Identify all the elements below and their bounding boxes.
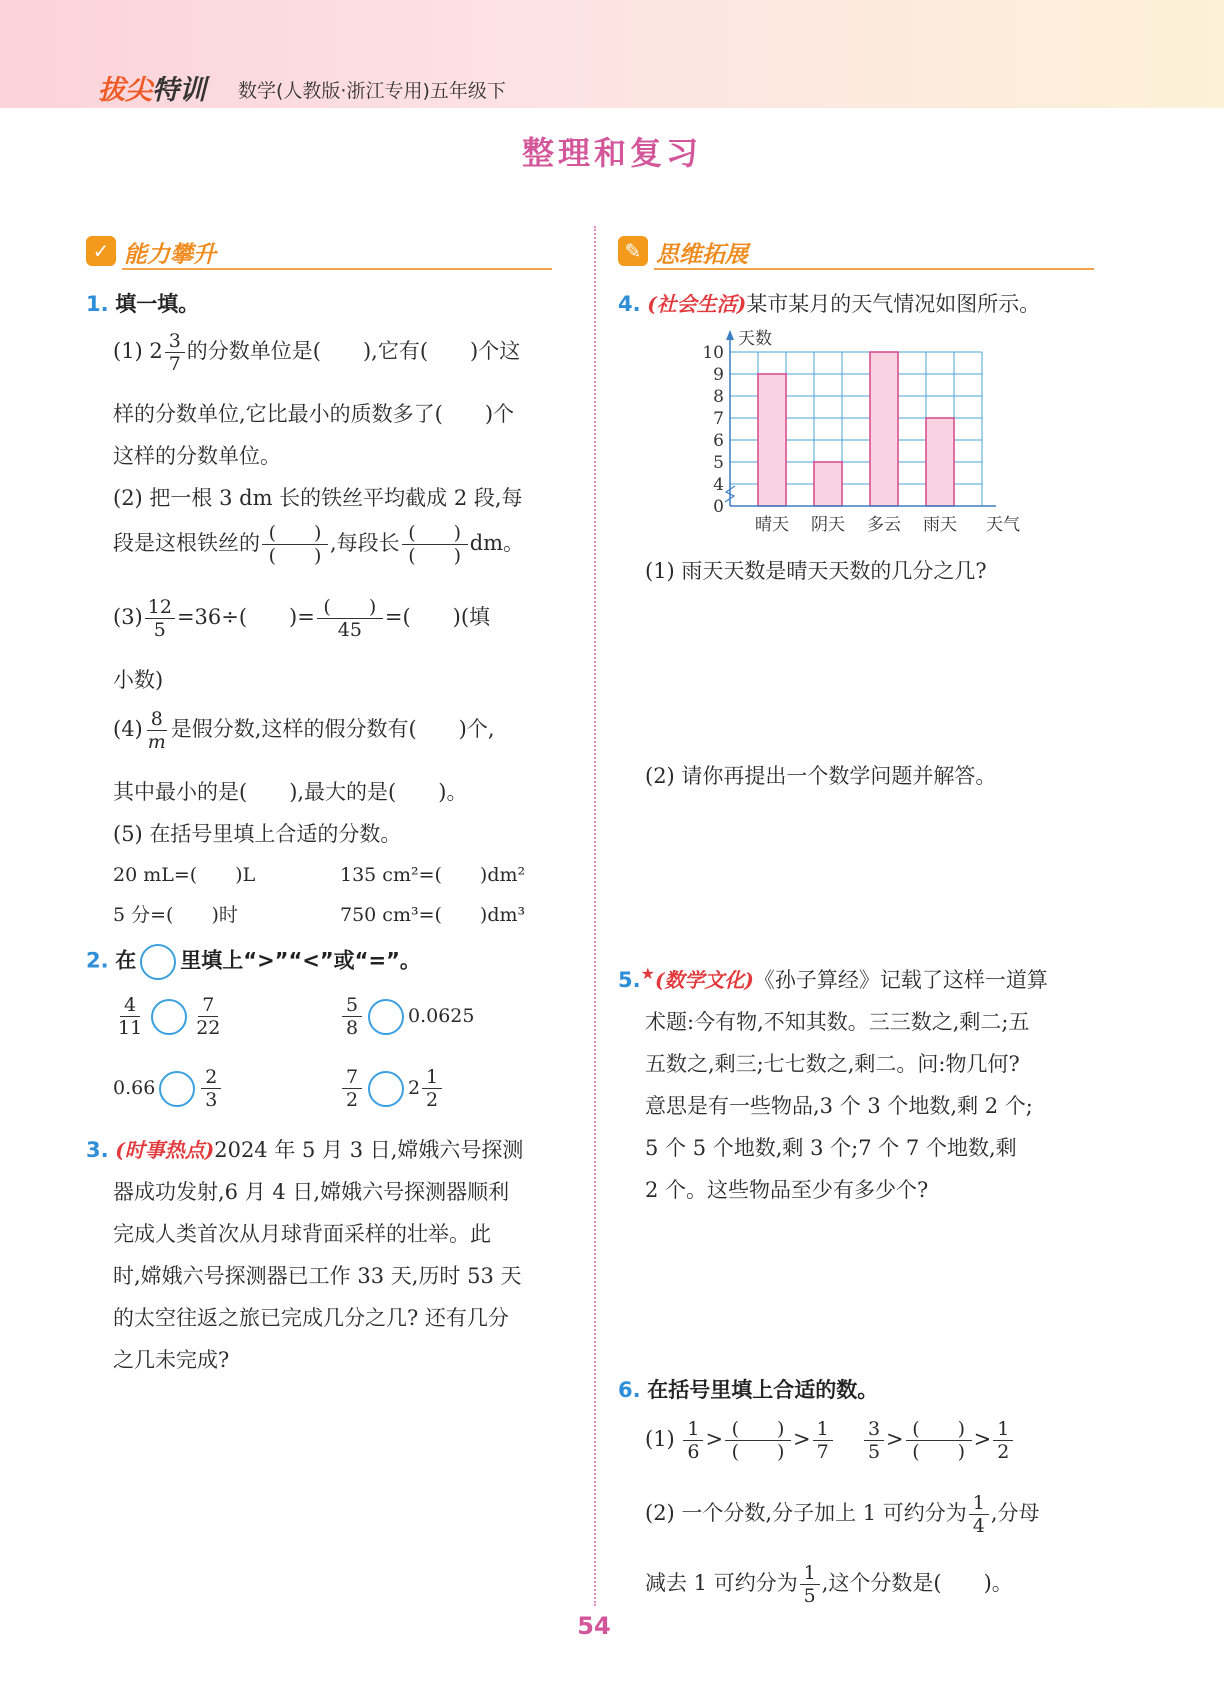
q5-line3: 意思是有一些物品,3 个 3 个地数,剩 2 个; — [645, 1094, 1033, 1118]
answer-circle[interactable] — [159, 1071, 195, 1107]
column-divider — [594, 226, 596, 1606]
section-title: 能力攀升 — [124, 242, 216, 268]
q3-line4: 的太空往返之旅已完成几分之几? 还有几分 — [113, 1306, 509, 1330]
brand-logo — [98, 68, 206, 107]
q2-item-c: 0.66 $\frac{2}{3}$ — [113, 1066, 223, 1111]
question-title: 填一填。 — [115, 292, 200, 316]
blank-fraction[interactable]: $\frac{( )}{( )}$ — [262, 522, 328, 567]
q6-heading — [618, 1374, 878, 1404]
section-header-right — [618, 232, 1102, 272]
y-tick-label: 5 — [713, 453, 724, 473]
weather-bar-chart — [690, 326, 1060, 538]
blank-fraction[interactable]: $\frac{( )}{( )}$ — [906, 1418, 972, 1463]
topic-tag: (社会生活) — [647, 292, 747, 316]
q1-part4-line1: (4) $\frac{8}{m}$ 是假分数,这样的假分数有( )个, — [113, 708, 495, 753]
q3-line0: 3. (时事热点)2024 年 5 月 3 日,嫦娥六号探测 — [86, 1138, 524, 1162]
climb-icon: ✓ — [86, 236, 116, 266]
bar — [814, 462, 842, 506]
q3-line1: 器成功发射,6 月 4 日,嫦娥六号探测器顺利 — [113, 1180, 510, 1204]
q1-part3-line2: 小数) — [113, 668, 164, 692]
q5-line2: 五数之,剩三;七七数之,剩二。问:物几何? — [645, 1052, 1020, 1076]
star-icon: ★ — [640, 964, 655, 983]
q2-item-b: $\frac{5}{8}$ 0.0625 — [340, 994, 474, 1039]
y-tick-label: 0 — [713, 497, 724, 517]
y-tick-label: 7 — [713, 409, 724, 429]
blank-fraction[interactable]: $\frac{( )}{( )}$ — [725, 1418, 791, 1463]
blank-fraction[interactable]: $\frac{( )}{45}$ — [317, 596, 383, 641]
q1-part1-line3: 这样的分数单位。 — [113, 444, 281, 468]
q6-part1: (1) $\frac{1}{6}$ > $\frac{( )}{( )}$ > $\frac{1}{7}$ $\frac{3}{5}$ > $\frac{( )}{( )}$ > $\frac{1}{2}$ — [645, 1418, 1015, 1463]
question-number: 3. — [86, 1138, 109, 1162]
y-tick-label: 4 — [713, 475, 724, 495]
section-underline — [122, 268, 552, 270]
answer-circle[interactable] — [368, 1071, 404, 1107]
section-underline — [654, 268, 1094, 270]
brand-dark: 特训 — [152, 75, 206, 106]
answer-circle[interactable] — [368, 999, 404, 1035]
topic-tag: (数学文化) — [654, 968, 754, 992]
compare-circle — [140, 944, 176, 980]
q6-part2-line1: (2) 一个分数,分子加上 1 可约分为 $\frac{1}{4}$ ,分母 — [645, 1492, 1040, 1537]
q4-heading: 4. (社会生活)某市某月的天气情况如图所示。 — [618, 292, 1041, 316]
x-tick-label: 雨天 — [923, 515, 957, 535]
q4-sub1: (1) 雨天天数是晴天天数的几分之几? — [645, 559, 987, 583]
q1-part5-r2a: 5 分=( )时 — [113, 904, 238, 926]
y-axis-arrow — [726, 330, 734, 340]
y-tick-label: 6 — [713, 431, 724, 451]
topic-tag: (时事热点) — [115, 1138, 215, 1162]
q1-part5-r1a: 20 mL=( )L — [113, 864, 256, 886]
q1-part1-line2: 样的分数单位,它比最小的质数多了( )个 — [113, 402, 515, 426]
section-title: 思维拓展 — [656, 242, 748, 268]
q5-line0: 5.★(数学文化)《孙子算经》记载了这样一道算 — [618, 964, 1048, 992]
question-number: 5. — [618, 968, 641, 992]
bar — [758, 374, 786, 506]
fraction: $\frac{8}{m}$ — [147, 708, 166, 753]
q6-part2-line2: 减去 1 可约分为 $\frac{1}{5}$ ,这个分数是( )。 — [645, 1562, 1013, 1607]
q1-part2-line1: (2) 把一根 3 dm 长的铁丝平均截成 2 段,每 — [113, 486, 523, 510]
question-number: 2. — [86, 948, 109, 973]
x-tick-label: 多云 — [867, 515, 901, 535]
fraction: $\frac{3}{7}$ — [165, 330, 185, 375]
q4-sub2: (2) 请你再提出一个数学问题并解答。 — [645, 764, 997, 788]
x-tick-label: 晴天 — [755, 515, 789, 535]
part-label: (1) 2 — [113, 339, 163, 363]
pencil-icon: ✎ — [618, 236, 648, 266]
q3-line5: 之几未完成? — [113, 1348, 230, 1372]
q5-line1: 术题:今有物,不知其数。三三数之,剩二;五 — [645, 1010, 1030, 1034]
q3-line2: 完成人类首次从月球背面采样的壮举。此 — [113, 1222, 491, 1246]
q1-part1-line1 — [113, 330, 520, 375]
y-tick-label: 9 — [713, 365, 724, 385]
q1-heading — [86, 288, 199, 318]
bar — [926, 418, 954, 506]
section-header-left — [86, 232, 570, 272]
text: 的分数单位是( ),它有( )个这 — [186, 339, 521, 363]
q3-line3: 时,嫦娥六号探测器已工作 33 天,历时 53 天 — [113, 1264, 522, 1288]
q1-part5-r1b: 135 cm²=( )dm² — [340, 864, 526, 886]
x-axis-label: 天气 — [986, 515, 1020, 535]
y-tick-label: 8 — [713, 387, 724, 407]
question-number: 6. — [618, 1378, 641, 1402]
y-axis-label: 天数 — [738, 329, 772, 349]
page-number: 54 — [577, 1612, 611, 1640]
y-tick-label: 10 — [702, 343, 724, 363]
x-tick-label: 阴天 — [811, 515, 845, 535]
page-title: 整理和复习 — [521, 134, 702, 172]
brand-orange: 拔尖 — [98, 75, 152, 106]
q2-item-d: $\frac{7}{2}$ 2 $\frac{1}{2}$ — [340, 1066, 444, 1111]
q5-line4: 5 个 5 个地数,剩 3 个;7 个 7 个地数,剩 — [645, 1136, 1017, 1160]
question-number: 4. — [618, 292, 641, 316]
q1-part2-line2: 段是这根铁丝的 $\frac{( )}{( )}$ ,每段长 $\frac{( )}{( )}$ dm。 — [113, 522, 525, 567]
q1-part4-line2: 其中最小的是( ),最大的是( )。 — [113, 780, 468, 804]
q2-item-a: $\frac{4}{11}$ $\frac{7}{22}$ — [118, 994, 221, 1039]
q1-part5-title: (5) 在括号里填上合适的分数。 — [113, 822, 402, 846]
question-number: 1. — [86, 292, 109, 316]
book-title: 数学(人教版·浙江专用)五年级下 — [238, 80, 506, 102]
question-title: 在括号里填上合适的数。 — [647, 1378, 879, 1402]
q1-part3-line1: (3) $\frac{12}{5}$ =36÷( )= $\frac{( )}{45}$ =( )(填 — [113, 596, 491, 641]
blank-fraction[interactable]: $\frac{( )}{( )}$ — [402, 522, 468, 567]
bar — [870, 352, 898, 506]
q2-heading: 2. 在 里填上“>”“<”或“=”。 — [86, 944, 421, 980]
answer-circle[interactable] — [151, 999, 187, 1035]
fraction: $\frac{12}{5}$ — [145, 596, 175, 641]
q5-line5: 2 个。这些物品至少有多少个? — [645, 1178, 929, 1202]
q1-part5-r2b: 750 cm³=( )dm³ — [340, 904, 526, 926]
